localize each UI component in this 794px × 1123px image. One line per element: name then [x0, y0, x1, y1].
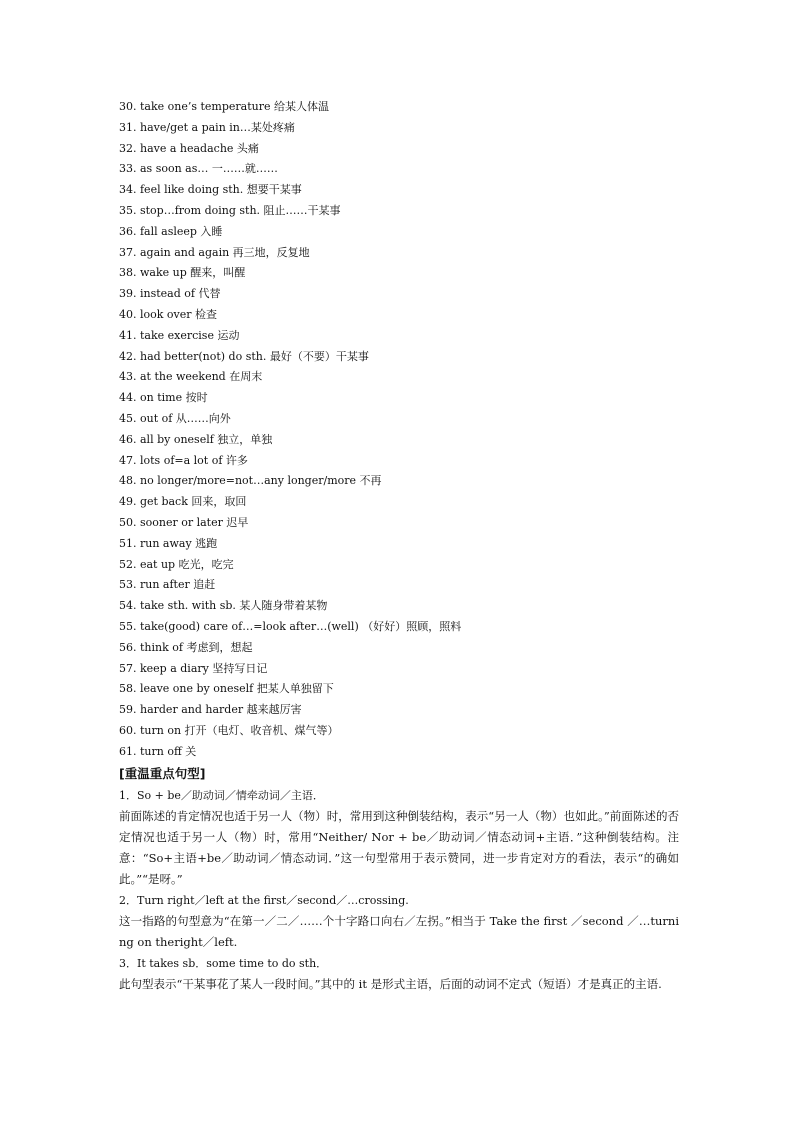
- sentence-pattern-2: [119, 890, 679, 953]
- phrase-item: 42. had better(not) do sth. 最好（不要）干某事: [119, 349, 369, 363]
- phrase-item: 34. feel like doing sth. 想要干某事: [119, 183, 302, 197]
- phrase-item: 30. take one’s temperature 给某人体温: [119, 100, 329, 113]
- phrase-item: 60. turn on 打开（电灯、收音机、煤气等）: [119, 723, 339, 737]
- phrase-item: 35. stop…from doing sth. 阻止……干某事: [119, 203, 341, 217]
- phrase-item: 32. have a headache 头痛: [119, 141, 259, 155]
- phrase-item: 57. keep a diary 坚持写日记: [119, 661, 268, 675]
- section-heading: [重温重点句型]: [119, 765, 206, 781]
- pattern-explanation: 此句型表示“干某事花了某人一段时间。”其中的 it 是形式主语，后面的动词不定式（短语）才是真正的主语.: [119, 976, 662, 991]
- phrase-item: 46. all by oneself 独立，单独: [119, 432, 273, 446]
- phrase-item: 54. take sth. with sb. 某人随身带着某物: [119, 599, 328, 613]
- phrase-item: 36. fall asleep 入睡: [119, 224, 223, 238]
- phrase-item: 41. take exercise 运动: [119, 328, 240, 342]
- phrase-item: 37. again and again 再三地，反复地: [119, 245, 310, 259]
- phrase-item: 44. on time 按时: [119, 391, 208, 405]
- phrase-list: [119, 97, 679, 763]
- phrase-item: 43. at the weekend 在周末: [119, 370, 263, 384]
- pattern-explanation: 前面陈述的肯定情况也适于另一人（物）时，常用到这种倒装结构，表示“另一人（物）也如此。”前面陈述的否定情况也适于另一人（物）时，常用“Neither/ Nor + be／助动词／情态动词+主语．”这种倒装结构。注意：“So+主语+be／助动词／情态动词．”这一句型常用于表示赞同，进一步肯定对方的看法，表示“的确如此。”“是呀。”: [119, 808, 679, 886]
- phrase-item: 51. run away 逃跑: [119, 536, 218, 550]
- phrase-item: 56. think of 考虑到，想起: [119, 640, 253, 654]
- phrase-item: 61. turn off 关: [119, 744, 197, 758]
- phrase-item: 47. lots of=a lot of 许多: [119, 453, 248, 467]
- phrase-item: 50. sooner or later 迟早: [119, 515, 249, 529]
- phrase-item: 31. have/get a pain in…某处疼痛: [119, 120, 295, 134]
- phrase-item: 40. look over 检查: [119, 307, 218, 321]
- document-content: [119, 97, 679, 995]
- pattern-title: 2．Turn right／left at the first／second／…crossing.: [119, 893, 409, 907]
- sentence-pattern-3: [119, 953, 679, 995]
- phrase-item: 49. get back 回来，取回: [119, 495, 247, 509]
- pattern-explanation: 这一指路的句型意为“在第一／二／……个十字路口向右／左拐。”相当于 Take the first ／second ／…turning on theright／left.: [119, 913, 679, 949]
- phrase-item: 33. as soon as… 一……就……: [119, 162, 278, 176]
- phrase-item: 48. no longer/more=not…any longer/more 不再: [119, 474, 382, 488]
- phrase-item: 59. harder and harder 越来越厉害: [119, 703, 302, 717]
- phrase-item: 55. take(good) care of…=look after…(well) （好好）照顾，照料: [119, 619, 462, 633]
- pattern-title: 1．So + be／助动词／情牵动词／主语．: [119, 788, 324, 802]
- phrase-item: 53. run after 追赶: [119, 578, 216, 592]
- phrase-item: 52. eat up 吃光，吃完: [119, 557, 234, 571]
- sentence-pattern-1: [119, 785, 679, 890]
- pattern-title: 3．It takes sb．some time to do sth．: [119, 956, 328, 970]
- phrase-item: 39. instead of 代替: [119, 287, 221, 301]
- phrase-item: 38. wake up 醒来，叫醒: [119, 266, 246, 280]
- phrase-item: 58. leave one by oneself 把某人单独留下: [119, 682, 334, 696]
- phrase-item: 45. out of 从……向外: [119, 411, 231, 425]
